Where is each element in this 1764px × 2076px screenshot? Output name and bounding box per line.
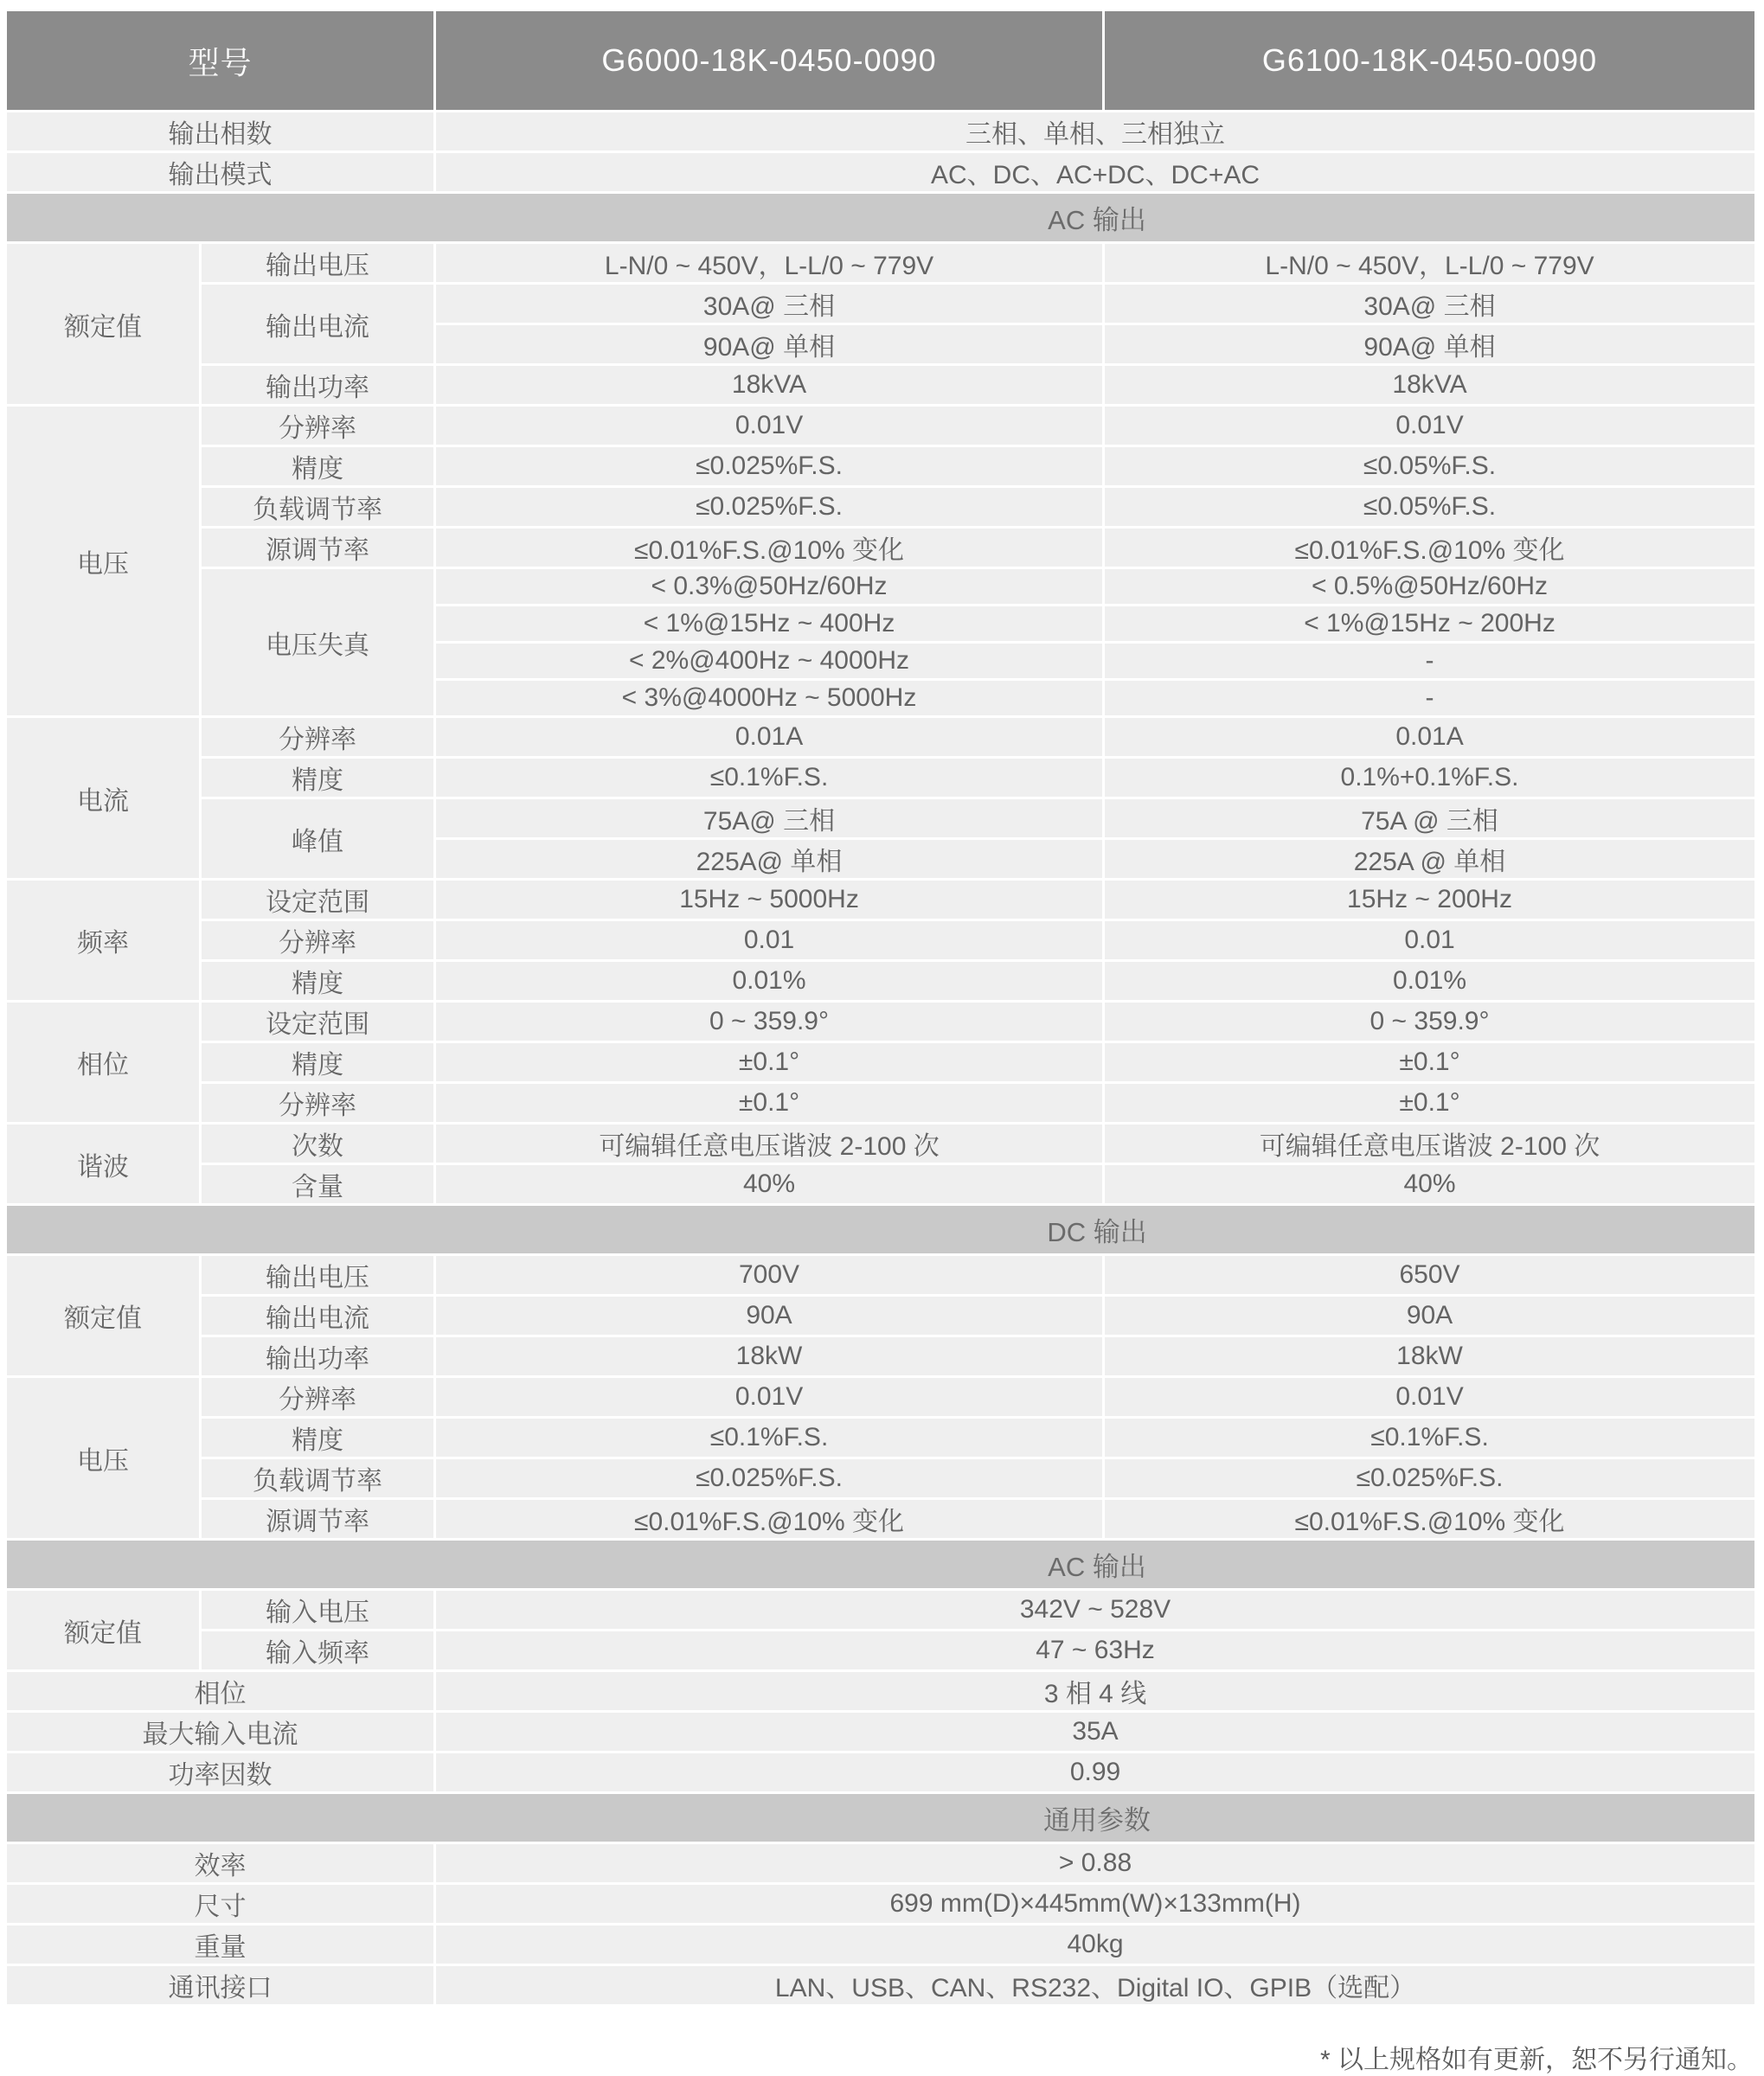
v-acc-a: ≤0.025%F.S. bbox=[436, 447, 1102, 485]
dcv-load-b: ≤0.025%F.S. bbox=[1105, 1459, 1754, 1497]
out-v-b: L-N/0 ~ 450V，L-L/0 ~ 779V bbox=[1105, 244, 1754, 282]
in-phase-value: 3 相 4 线 bbox=[436, 1672, 1754, 1710]
i-peak-b1: 75A @ 三相 bbox=[1105, 799, 1754, 837]
g-weight-label: 重量 bbox=[7, 1925, 433, 1964]
table-row bbox=[7, 1043, 1754, 1081]
section-ac-input-title: AC 输出 bbox=[1048, 1552, 1146, 1582]
g-eff-value: > 0.88 bbox=[436, 1844, 1754, 1882]
v-dist-a2: < 1%@15Hz ~ 400Hz bbox=[436, 606, 1102, 641]
group-rated-in: 额定值 bbox=[7, 1591, 199, 1669]
p-range-label: 设定范围 bbox=[202, 1003, 433, 1041]
i-res-b: 0.01A bbox=[1105, 718, 1754, 756]
p-acc-a: ±0.1° bbox=[436, 1043, 1102, 1081]
table-row bbox=[7, 1256, 1754, 1294]
out-i-a2: 90A@ 单相 bbox=[436, 325, 1102, 363]
v-dist-b2: < 1%@15Hz ~ 200Hz bbox=[1105, 606, 1754, 641]
v-src-a: ≤0.01%F.S.@10% 变化 bbox=[436, 529, 1102, 567]
section-row bbox=[7, 194, 1754, 241]
out-i-b2: 90A@ 单相 bbox=[1105, 325, 1754, 363]
section-row bbox=[7, 1794, 1754, 1842]
table-row bbox=[7, 112, 1754, 151]
section-ac-output-title: AC 输出 bbox=[1048, 205, 1146, 235]
in-pf-value: 0.99 bbox=[436, 1753, 1754, 1791]
v-dist-label: 电压失真 bbox=[202, 569, 433, 715]
in-imax-value: 35A bbox=[436, 1713, 1754, 1751]
v-src-b: ≤0.01%F.S.@10% 变化 bbox=[1105, 529, 1754, 567]
table-row bbox=[7, 1753, 1754, 1791]
f-range-b: 15Hz ~ 200Hz bbox=[1105, 881, 1754, 919]
v-dist-a3: < 2%@400Hz ~ 4000Hz bbox=[436, 644, 1102, 678]
in-f-value: 47 ~ 63Hz bbox=[436, 1631, 1754, 1669]
section-general bbox=[7, 1794, 1754, 1842]
g-weight-value: 40kg bbox=[436, 1925, 1754, 1964]
dc-v-b: 650V bbox=[1105, 1256, 1754, 1294]
dcv-res-b: 0.01V bbox=[1105, 1378, 1754, 1416]
g-comm-label: 通讯接口 bbox=[7, 1966, 433, 2004]
output-phases-label: 输出相数 bbox=[7, 112, 433, 151]
section-ac-output bbox=[7, 194, 1754, 241]
f-range-a: 15Hz ~ 5000Hz bbox=[436, 881, 1102, 919]
p-res-label: 分辨率 bbox=[202, 1084, 433, 1122]
group-harmonics: 谐波 bbox=[7, 1124, 199, 1203]
table-row bbox=[7, 1337, 1754, 1375]
v-src-label: 源调节率 bbox=[202, 529, 433, 567]
p-acc-b: ±0.1° bbox=[1105, 1043, 1754, 1081]
model-label-cell: 型号 bbox=[7, 11, 433, 110]
dc-p-a: 18kW bbox=[436, 1337, 1102, 1375]
v-res-b: 0.01V bbox=[1105, 407, 1754, 445]
h-content-b: 40% bbox=[1105, 1165, 1754, 1203]
h-order-a: 可编辑任意电压谐波 2-100 次 bbox=[436, 1124, 1102, 1163]
table-row bbox=[7, 1419, 1754, 1457]
dcv-acc-label: 精度 bbox=[202, 1419, 433, 1457]
dcv-src-b: ≤0.01%F.S.@10% 变化 bbox=[1105, 1500, 1754, 1538]
p-res-b: ±0.1° bbox=[1105, 1084, 1754, 1122]
section-dc-output bbox=[7, 1206, 1754, 1253]
dc-i-a: 90A bbox=[436, 1297, 1102, 1335]
table-row bbox=[7, 1713, 1754, 1751]
table-row bbox=[7, 447, 1754, 485]
table-row bbox=[7, 1084, 1754, 1122]
output-modes-label: 输出模式 bbox=[7, 153, 433, 191]
h-order-label: 次数 bbox=[202, 1124, 433, 1163]
table-row bbox=[7, 881, 1754, 919]
out-i-a1: 30A@ 三相 bbox=[436, 285, 1102, 323]
table-row bbox=[7, 759, 1754, 797]
out-p-label: 输出功率 bbox=[202, 366, 433, 404]
p-acc-label: 精度 bbox=[202, 1043, 433, 1081]
out-v-a: L-N/0 ~ 450V，L-L/0 ~ 779V bbox=[436, 244, 1102, 282]
f-res-label: 分辨率 bbox=[202, 921, 433, 959]
v-acc-b: ≤0.05%F.S. bbox=[1105, 447, 1754, 485]
group-rated-dc: 额定值 bbox=[7, 1256, 199, 1375]
table-row bbox=[7, 1925, 1754, 1964]
table-row bbox=[7, 407, 1754, 445]
p-res-a: ±0.1° bbox=[436, 1084, 1102, 1122]
table-row bbox=[7, 1966, 1754, 2004]
g-eff-label: 效率 bbox=[7, 1844, 433, 1882]
h-content-a: 40% bbox=[436, 1165, 1102, 1203]
dcv-acc-a: ≤0.1%F.S. bbox=[436, 1419, 1102, 1457]
i-res-a: 0.01A bbox=[436, 718, 1102, 756]
i-peak-b2: 225A @ 单相 bbox=[1105, 840, 1754, 878]
table-row bbox=[7, 366, 1754, 404]
group-current: 电流 bbox=[7, 718, 199, 878]
f-res-b: 0.01 bbox=[1105, 921, 1754, 959]
dcv-res-label: 分辨率 bbox=[202, 1378, 433, 1416]
section-row bbox=[7, 1206, 1754, 1253]
group-phase: 相位 bbox=[7, 1003, 199, 1122]
out-i-label: 输出电流 bbox=[202, 285, 433, 363]
table-row bbox=[7, 153, 1754, 191]
dcv-src-a: ≤0.01%F.S.@10% 变化 bbox=[436, 1500, 1102, 1538]
section-general-title: 通用参数 bbox=[1043, 1805, 1151, 1836]
g-dim-value: 699 mm(D)×445mm(W)×133mm(H) bbox=[436, 1885, 1754, 1923]
i-acc-a: ≤0.1%F.S. bbox=[436, 759, 1102, 797]
dc-v-label: 输出电压 bbox=[202, 1256, 433, 1294]
table-row bbox=[7, 962, 1754, 1000]
out-p-a: 18kVA bbox=[436, 366, 1102, 404]
output-modes-value: AC、DC、AC+DC、DC+AC bbox=[436, 153, 1754, 191]
table-row bbox=[7, 1165, 1754, 1203]
f-acc-a: 0.01% bbox=[436, 962, 1102, 1000]
table-row bbox=[7, 921, 1754, 959]
v-dist-a1: < 0.3%@50Hz/60Hz bbox=[436, 569, 1102, 604]
i-peak-a1: 75A@ 三相 bbox=[436, 799, 1102, 837]
i-peak-a2: 225A@ 单相 bbox=[436, 840, 1102, 878]
model-header-row bbox=[7, 11, 1754, 110]
dcv-load-a: ≤0.025%F.S. bbox=[436, 1459, 1102, 1497]
group-voltage: 电压 bbox=[7, 407, 199, 715]
dc-p-label: 输出功率 bbox=[202, 1337, 433, 1375]
v-dist-a4: < 3%@4000Hz ~ 5000Hz bbox=[436, 681, 1102, 715]
v-load-label: 负载调节率 bbox=[202, 488, 433, 526]
table-row bbox=[7, 529, 1754, 567]
i-peak-label: 峰值 bbox=[202, 799, 433, 878]
v-res-label: 分辨率 bbox=[202, 407, 433, 445]
group-rated: 额定值 bbox=[7, 244, 199, 404]
footnote: * 以上规格如有更新，恕不另行通知。 bbox=[1319, 2046, 1753, 2074]
f-range-label: 设定范围 bbox=[202, 881, 433, 919]
dcv-src-label: 源调节率 bbox=[202, 1500, 433, 1538]
dcv-res-a: 0.01V bbox=[436, 1378, 1102, 1416]
f-acc-label: 精度 bbox=[202, 962, 433, 1000]
table-row bbox=[7, 285, 1754, 323]
i-acc-label: 精度 bbox=[202, 759, 433, 797]
out-i-b1: 30A@ 三相 bbox=[1105, 285, 1754, 323]
table-row bbox=[7, 1500, 1754, 1538]
h-content-label: 含量 bbox=[202, 1165, 433, 1203]
v-load-a: ≤0.025%F.S. bbox=[436, 488, 1102, 526]
model-b-cell: G6100-18K-0450-0090 bbox=[1105, 11, 1754, 110]
dc-i-label: 输出电流 bbox=[202, 1297, 433, 1335]
dc-v-a: 700V bbox=[436, 1256, 1102, 1294]
section-dc-output-title: DC 输出 bbox=[1047, 1217, 1147, 1247]
v-load-b: ≤0.05%F.S. bbox=[1105, 488, 1754, 526]
table-row bbox=[7, 244, 1754, 282]
table-row bbox=[7, 1003, 1754, 1041]
f-acc-b: 0.01% bbox=[1105, 962, 1754, 1000]
g-dim-label: 尺寸 bbox=[7, 1885, 433, 1923]
g-comm-value: LAN、USB、CAN、RS232、Digital IO、GPIB（选配） bbox=[436, 1966, 1754, 2004]
table-row bbox=[7, 1844, 1754, 1882]
group-voltage-dc: 电压 bbox=[7, 1378, 199, 1538]
table-row bbox=[7, 488, 1754, 526]
h-order-b: 可编辑任意电压谐波 2-100 次 bbox=[1105, 1124, 1754, 1163]
out-v-label: 输出电压 bbox=[202, 244, 433, 282]
i-acc-b: 0.1%+0.1%F.S. bbox=[1105, 759, 1754, 797]
out-p-b: 18kVA bbox=[1105, 366, 1754, 404]
v-res-a: 0.01V bbox=[436, 407, 1102, 445]
in-phase-label: 相位 bbox=[7, 1672, 433, 1710]
in-imax-label: 最大输入电流 bbox=[7, 1713, 433, 1751]
in-v-label: 输入电压 bbox=[202, 1591, 433, 1629]
v-dist-b3: - bbox=[1105, 644, 1754, 678]
p-range-b: 0 ~ 359.9° bbox=[1105, 1003, 1754, 1041]
output-phases-value: 三相、单相、三相独立 bbox=[436, 112, 1754, 151]
dc-i-b: 90A bbox=[1105, 1297, 1754, 1335]
f-res-a: 0.01 bbox=[436, 921, 1102, 959]
table-row bbox=[7, 1297, 1754, 1335]
table-row bbox=[7, 1631, 1754, 1669]
dc-p-b: 18kW bbox=[1105, 1337, 1754, 1375]
v-dist-b4: - bbox=[1105, 681, 1754, 715]
i-res-label: 分辨率 bbox=[202, 718, 433, 756]
dcv-acc-b: ≤0.1%F.S. bbox=[1105, 1419, 1754, 1457]
table-row bbox=[7, 1885, 1754, 1923]
group-frequency: 频率 bbox=[7, 881, 199, 1000]
table-row bbox=[7, 718, 1754, 756]
table-row bbox=[7, 1591, 1754, 1629]
p-range-a: 0 ~ 359.9° bbox=[436, 1003, 1102, 1041]
section-ac-input bbox=[7, 1541, 1754, 1588]
dcv-load-label: 负载调节率 bbox=[202, 1459, 433, 1497]
table-row bbox=[7, 1672, 1754, 1710]
v-dist-b1: < 0.5%@50Hz/60Hz bbox=[1105, 569, 1754, 604]
table-row bbox=[7, 1459, 1754, 1497]
table-row bbox=[7, 799, 1754, 837]
table-row bbox=[7, 1124, 1754, 1163]
spec-table bbox=[4, 9, 1757, 2007]
section-row bbox=[7, 1541, 1754, 1588]
table-row bbox=[7, 1378, 1754, 1416]
in-f-label: 输入频率 bbox=[202, 1631, 433, 1669]
in-v-value: 342V ~ 528V bbox=[436, 1591, 1754, 1629]
v-acc-label: 精度 bbox=[202, 447, 433, 485]
model-a-cell: G6000-18K-0450-0090 bbox=[436, 11, 1102, 110]
in-pf-label: 功率因数 bbox=[7, 1753, 433, 1791]
table-row bbox=[7, 569, 1754, 604]
